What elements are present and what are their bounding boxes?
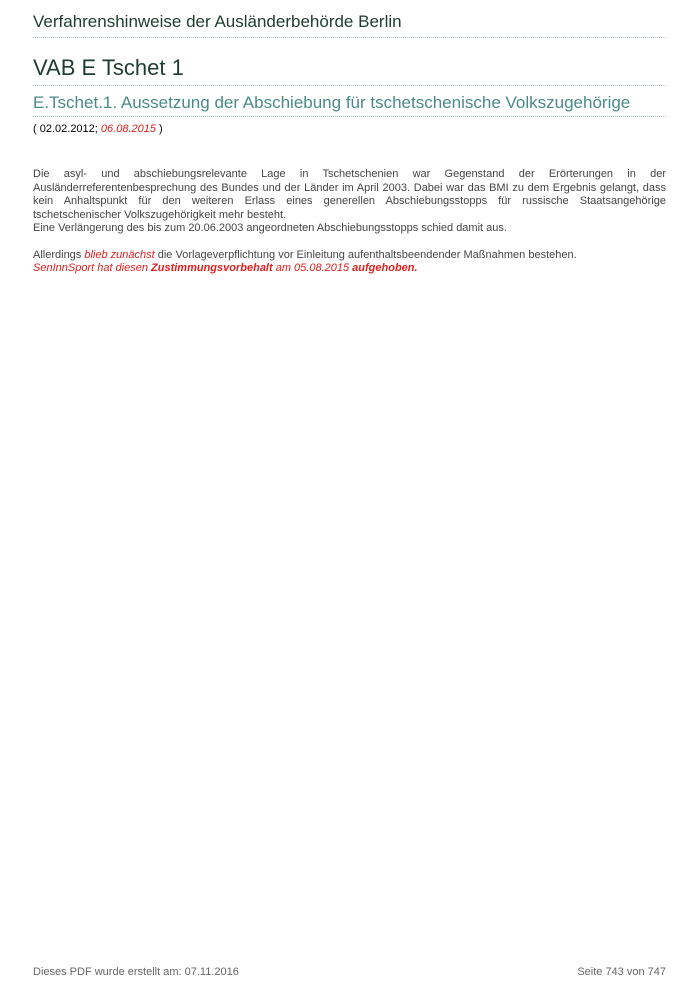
- paragraph-2-highlight-1: blieb zunächst: [84, 248, 158, 261]
- chapter-title: VAB E Tschet 1: [33, 55, 666, 86]
- paragraph-2-highlight-3: am 05.08.2015: [272, 262, 353, 274]
- footer-page-number: Seite 743 von 747: [577, 966, 666, 978]
- paragraph-2-start: Allerdings: [33, 248, 85, 261]
- dates-open-paren: (: [33, 123, 40, 135]
- paragraph-2-highlight-3-bold: aufgehoben.: [352, 262, 418, 274]
- paragraph-1: Die asyl- und abschiebungsrelevante Lage in Tschetschenien war Gegenstand der Erörterungen in der Ausländerreferentenbesprechung des Bundes und der Länder im April 2003. Dabei war das BMI zu dem Ergebnis gelangt, dass kein Anhaltspunkt für den weiteren Erlass eines generellen Abschiebungsstopps für russische Staatsangehörige tschetschenischer Volkszugehörigkeit mehr besteht.: [33, 168, 666, 221]
- paragraph-2-highlight-2-bold: Zustimmungsvorbehalt: [151, 262, 273, 274]
- body-text: [33, 168, 666, 276]
- paragraph-1-last-line: Eine Verlängerung des bis zum 20.06.2003 angeordneten Abschiebungsstopps schied damit aus.: [33, 222, 507, 234]
- section-title: E.Tschet.1. Aussetzung der Abschiebung für tschetschenische Volkszugehörige: [33, 93, 666, 117]
- dates-close-paren: ): [155, 123, 163, 135]
- footer-created-date: Dieses PDF wurde erstellt am: 07.11.2016: [33, 966, 239, 978]
- paragraph-2: [33, 249, 666, 276]
- dates-separator: ;: [94, 123, 101, 135]
- dates-line: [33, 123, 163, 135]
- document-header-title: Verfahrenshinweise der Ausländerbehörde Berlin: [33, 12, 666, 38]
- paragraph-2-highlight-2: SenInnSport hat diesen: [33, 262, 152, 274]
- date-original: 02.02.2012: [39, 123, 95, 135]
- paragraph-2-mid: die Vorlageverpflichtung vor Einleitung aufenthaltsbeendender Maßnahmen bestehen.: [157, 248, 577, 261]
- date-amended: 06.08.2015: [100, 123, 156, 135]
